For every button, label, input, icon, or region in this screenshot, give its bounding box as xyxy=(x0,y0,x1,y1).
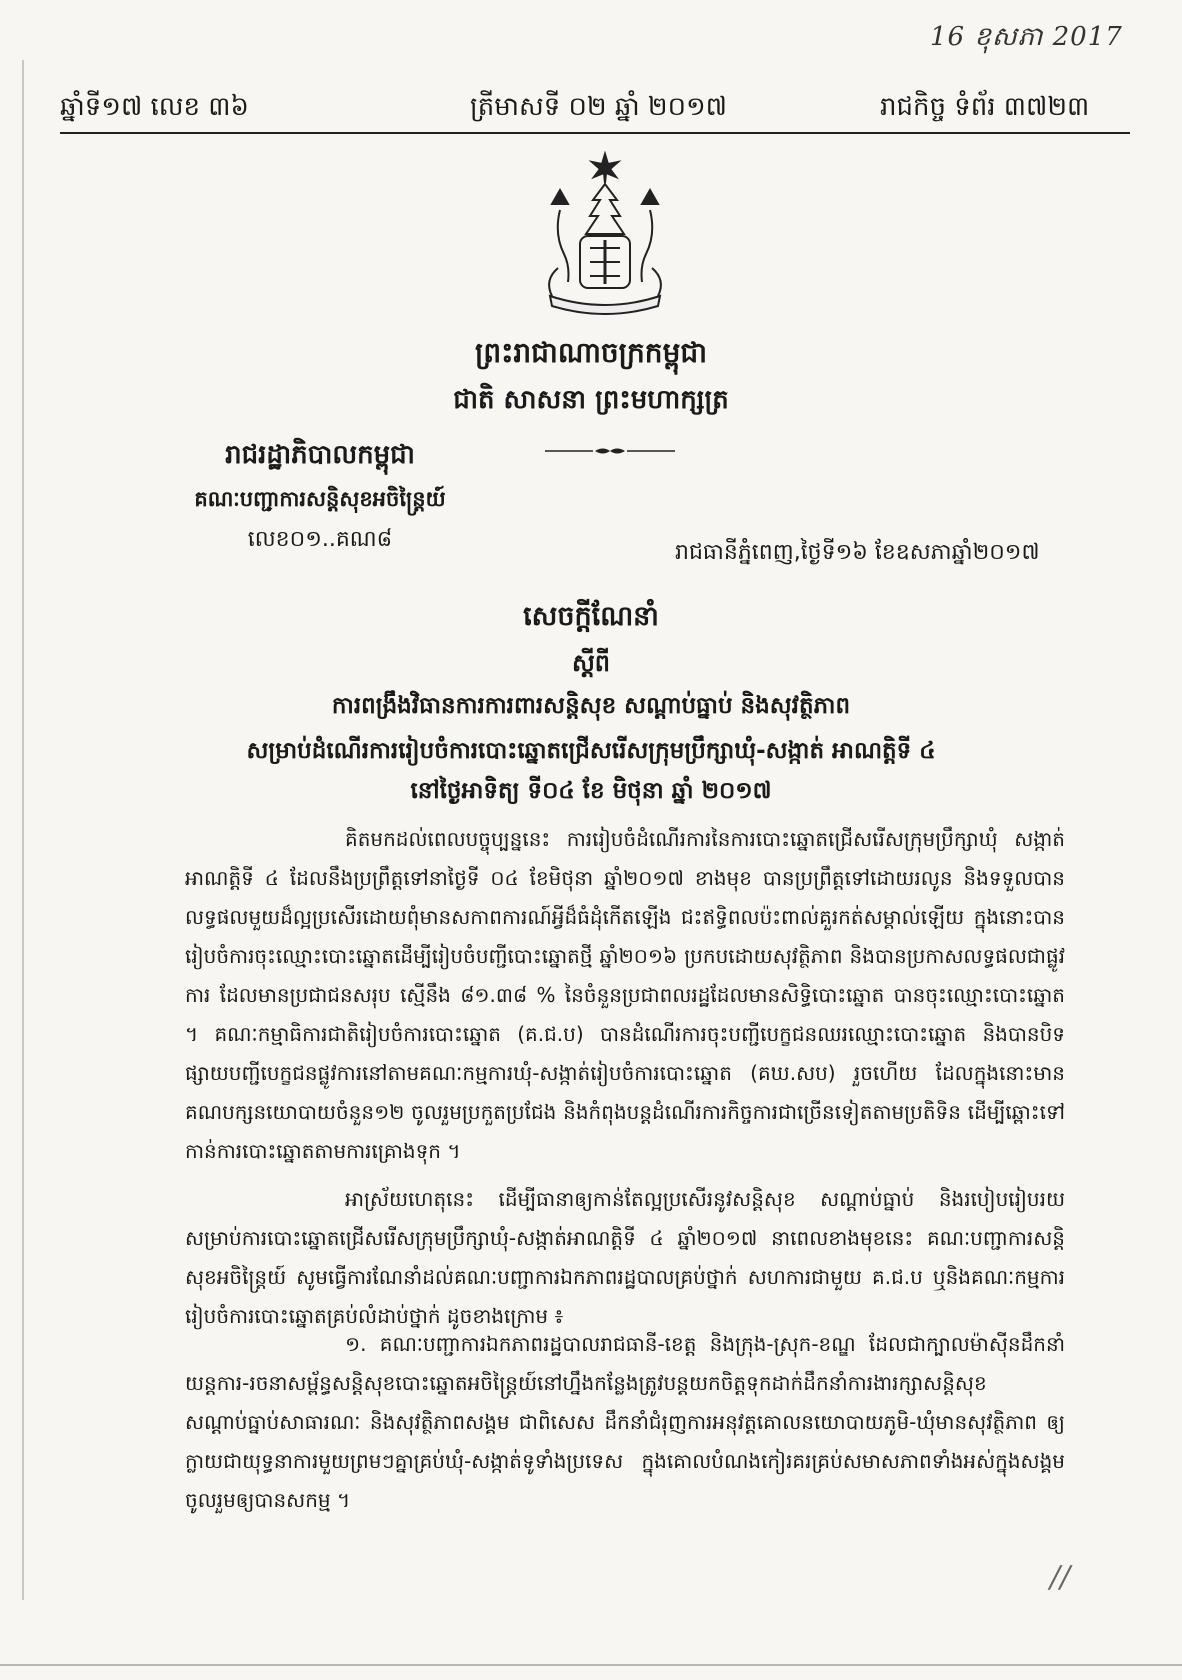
sender-committee: គណៈបញ្ជាការសន្តិសុខអចិន្ត្រៃយ៍ xyxy=(194,487,446,511)
header-quarter: ត្រីមាសទី ០២ ឆ្នាំ ២០១៧ xyxy=(470,92,727,122)
header-divider xyxy=(60,132,1130,134)
ornamental-divider xyxy=(545,446,675,456)
title-line-3: នៅថ្ងៃអាទិត្យ ទី០៤ ខែ មិថុនា ឆ្នាំ ២០១៧ xyxy=(410,778,772,804)
paragraph-text: គិតមកដល់ពេលបច្ចុប្បន្ននេះ ការរៀបចំដំណើរការនៃការបោះឆ្នោតជ្រើសរើសក្រុមប្រឹក្សាឃុំ សង្កាត់អាណត្តិទី ៤ ដែលនឹងប្រព្រឹត្តទៅនាថ្ងៃទី ០៤ ខែមិថុនា ឆ្នាំ២០១៧ ខាងមុខ បានប្រព្រឹត្តទៅដោយរលូន និងទទួលបានលទ្ធផលមួយដ៏ល្អប្រសើរដោយពុំមានសកាពការណ៍អ្វីដ៏ធំដុំកើតឡើង ជះឥទ្ធិពលប៉ះពាល់គួរកត់សម្គាល់ឡើយ ក្នុងនោះបានរៀបចំការចុះឈ្មោះបោះឆ្នោតដើម្បីរៀបចំបញ្ជីបោះឆ្នោតថ្មី ឆ្នាំ២០១៦ ប្រកបដោយសុវត្ថិភាព និងបានប្រកាសលទ្ធផលជាផ្លូវការ ដែលមានប្រជាជនសរុប ស្មើនឹង ៨១.៣៨ % នៃចំនួនប្រជាពលរដ្ឋដែលមានសិទ្ធិបោះឆ្នោត បានចុះឈ្មោះបោះឆ្នោត ។ គណៈកម្មាធិការជាតិរៀបចំការបោះឆ្នោត (គ.ជ.ប) បានដំណើរការចុះបញ្ជីបេក្ខជនឈរឈ្មោះបោះឆ្នោត និងបានបិទផ្សាយបញ្ជីបេក្ខជនផ្លូវការនៅតាមគណៈកម្មការឃុំ-សង្កាត់រៀបចំការបោះឆ្នោត (គឃ.សប) រួចហើយ ដែលក្នុងនោះមានគណបក្សនយោបាយចំនួន១២ ចូលរួមប្រកួតប្រជែង និងកំពុងបន្តដំណើរការកិច្ចការជាច្រើនទៀតតាមប្រតិទិន ដើម្បីឆ្ពោះទៅកាន់ការបោះឆ្នោតតាមការគ្រោងទុក ។ xyxy=(185,827,1065,1163)
place-date-line: រាជធានីភ្នំពេញ,ថ្ងៃទី១៦ ខែឧសភាឆ្នាំ២០១៧ xyxy=(675,540,1040,565)
title-about: ស្តីពី xyxy=(571,649,611,677)
reference-number: លេខ០១..គណ៨ xyxy=(247,527,393,552)
kingdom-title: ព្រះរាជាណាចក្រកម្ពុជា xyxy=(474,336,707,369)
paragraph-text: អាស្រ័យហេតុនេះ ដើម្បីធានាឲ្យកាន់តែល្អប្រសើរនូវសន្តិសុខ សណ្តាប់ធ្នាប់ និងរបៀបរៀបរយសម្រាប់ការបោះឆ្នោតជ្រើសរើសក្រុមប្រឹក្សាឃុំ-សង្កាត់អាណត្តិទី ៤ ឆ្នាំ២០១៧ នាពេលខាងមុខនេះ គណៈបញ្ជាការសន្តិសុខអចិន្ត្រៃយ៍ សូមធ្វើការណែនាំដល់គណៈបញ្ជាការឯកភាពរដ្ឋបាលគ្រប់ថ្នាក់ សហការជាមួយ គ.ជ.ប ឬនិងគណៈកម្មការរៀបចំការបោះឆ្នោតគ្រប់លំដាប់ថ្នាក់ ដូចខាងក្រោម ៖ xyxy=(185,1187,1065,1328)
body-paragraph-3 xyxy=(185,1325,1065,1520)
header-year-issue: ឆ្នាំទី១៧ លេខ ៣៦ xyxy=(60,92,249,122)
handwritten-date-note: 16 ខុសភា 2017 xyxy=(930,22,1123,52)
document-type-title: សេចក្តីណែនាំ xyxy=(523,601,659,632)
header-gazette-page: រាជកិច្ច ទំព័រ ៣៧២៣ xyxy=(880,92,1090,122)
paragraph-text: ១. គណៈបញ្ជាការឯកភាពរដ្ឋបាលរាជធានី-ខេត្ត និងក្រុង-ស្រុក-ខណ្ឌ ដែលជាក្បាលម៉ាស៊ីនដឹកនាំយន្តការ-រចនាសម្ព័ន្ធសន្តិសុខបោះឆ្នោតអចិន្ត្រៃយ៍នៅហ្នឹងកន្លែងត្រូវបន្តយកចិត្តទុកដាក់ដឹកនាំការងារក្សាសន្តិសុខ សណ្តាប់ធ្នាប់សាធារណៈ និងសុវត្ថិភាពសង្គម ជាពិសេស ដឹកនាំជំរុញការអនុវត្តគោលនយោបាយភូមិ-ឃុំមានសុវត្ថិភាព ឲ្យក្លាយជាយុទ្ធនាការមួយព្រមៗគ្នាគ្រប់ឃុំ-សង្កាត់ទូទាំងប្រទេស ក្នុងគោលបំណងកៀរគរគ្រប់សមាសភាពទាំងអស់ក្នុងសង្គមចូលរួមឲ្យបានសកម្ម ។ xyxy=(185,1332,1065,1512)
royal-crest-icon xyxy=(530,150,680,315)
title-line-2: សម្រាប់ដំណើរការរៀបចំការបោះឆ្នោតជ្រើសរើសក្រុមប្រឹក្សាឃុំ-សង្កាត់ អាណត្តិទី ៤ xyxy=(246,738,936,764)
scan-bottom-line xyxy=(0,1664,1182,1666)
body-paragraph-2 xyxy=(185,1180,1065,1336)
body-paragraph-1 xyxy=(185,820,1065,1171)
national-motto: ជាតិ សាសនា ព្រះមហាក្សត្រ xyxy=(453,385,729,415)
margin-scribble-mark: ∕∕ xyxy=(1050,1560,1071,1595)
title-line-1: ការពង្រឹងវិធានការការពារសន្តិសុខ សណ្តាប់ធ្នាប់ និងសុវត្ថិភាព xyxy=(331,693,851,719)
scan-edge-line xyxy=(22,60,24,1600)
sender-government: រាជរដ្ឋាភិបាលកម្ពុជា xyxy=(225,440,415,470)
